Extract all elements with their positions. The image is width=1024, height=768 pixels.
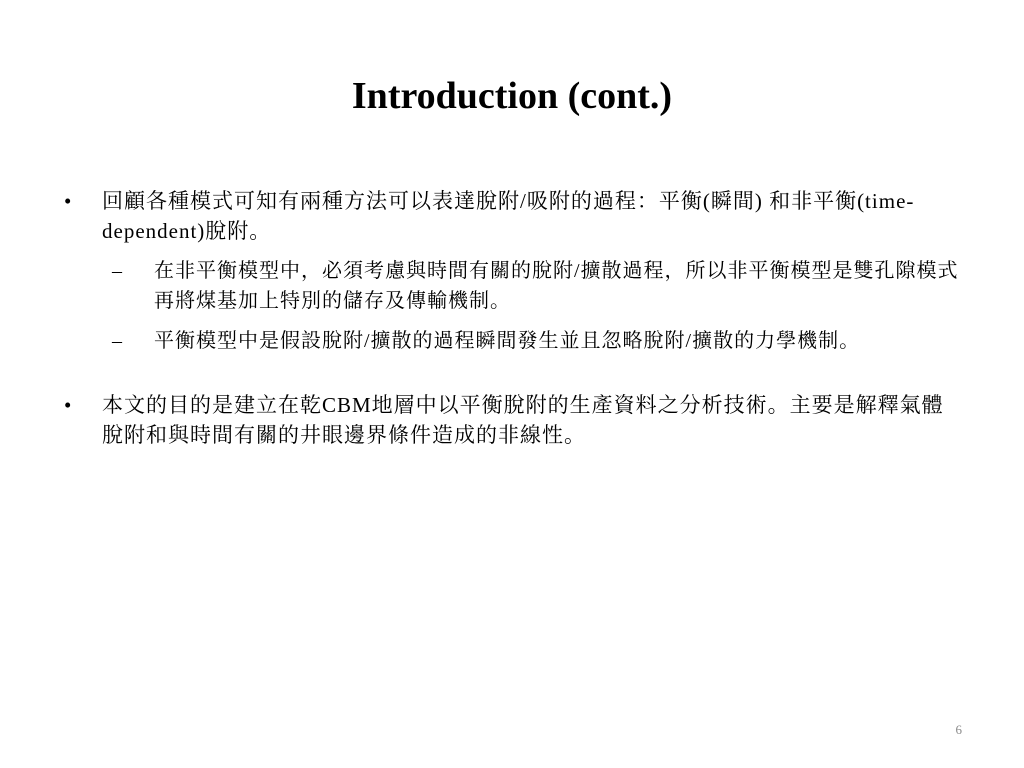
sub-item-1	[112, 256, 964, 316]
bullet-item-2	[64, 390, 964, 450]
sub-item-text: 平衡模型中是假設脫附/擴散的過程瞬間發生並且忽略脫附/擴散的力學機制。	[154, 330, 861, 352]
bullet-text: 本文的目的是建立在乾CBM地層中以平衡脫附的生產資料之分析技術。主要是解釋氣體脫附和與時間有關的井眼邊界條件造成的非線性。	[102, 393, 944, 447]
dash-icon: –	[112, 330, 122, 352]
sub-item-2	[112, 326, 964, 356]
bullet-dot-icon: •	[64, 393, 72, 417]
bullet-text: 回顧各種模式可知有兩種方法可以表達脫附/吸附的過程：平衡(瞬間) 和非平衡(time-dependent)脫附。	[102, 189, 915, 243]
page-number: 6	[955, 722, 962, 737]
slide-content	[64, 186, 964, 450]
sub-list	[102, 256, 964, 356]
bullet-item-1	[64, 186, 964, 356]
bullet-dot-icon: •	[64, 189, 72, 213]
dash-icon: –	[112, 260, 122, 282]
slide-title: Introduction (cont.)	[351, 75, 673, 117]
sub-item-text: 在非平衡模型中，必須考慮與時間有關的脫附/擴散過程，所以非平衡模型是雙孔隙模式再將煤基加上特別的儲存及傳輸機制。	[154, 260, 959, 312]
